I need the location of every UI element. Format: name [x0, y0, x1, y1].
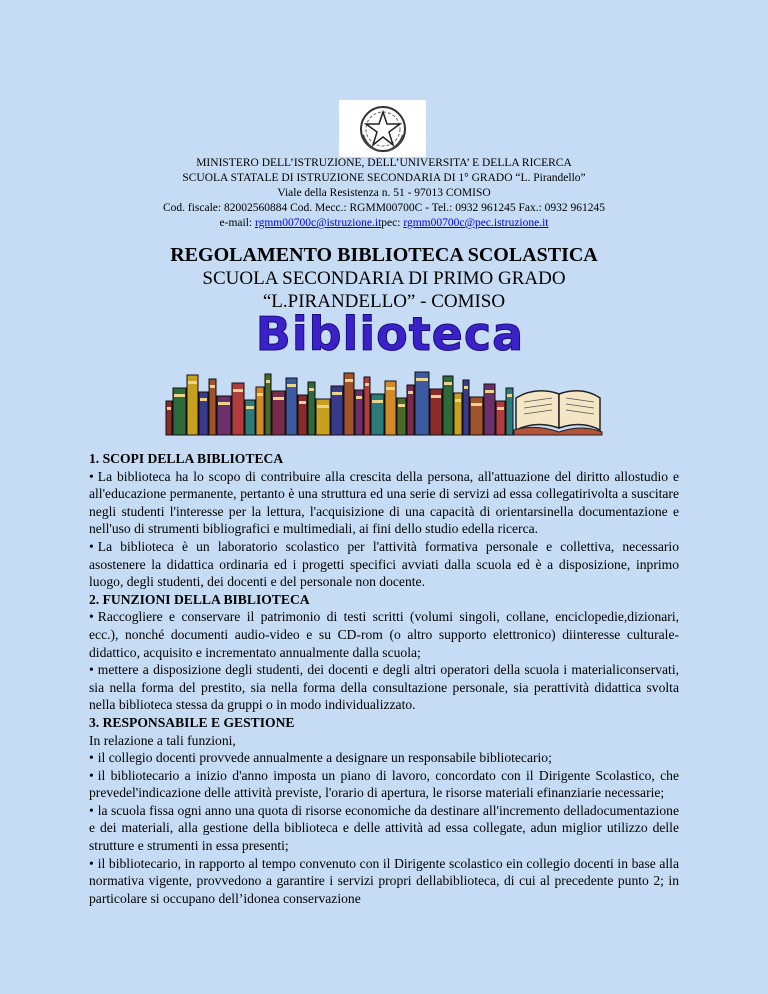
book-band	[257, 393, 263, 396]
book-band	[174, 394, 185, 397]
book-band	[408, 391, 413, 394]
book-band	[218, 402, 230, 405]
book-spine	[245, 400, 255, 435]
book-band	[233, 389, 243, 392]
book-band	[299, 401, 306, 404]
codes-line: Cod. fiscale: 82002560884 Cod. Mecc.: RGMM00700C - Tel.: 0932 961245 Fax.: 0932 961245	[162, 202, 606, 214]
book-band	[317, 405, 329, 408]
book-band	[345, 379, 353, 382]
book-band	[471, 403, 482, 406]
list-item: • il bibliotecario, in rapporto al tempo convenuto con il Dirigente scolastico ein collegio docenti in base alla normativa vigente, provvedono a garantire i servizi propri dellabiblioteca, di cui al precedente punto 2; in particolare si occupano dell’idonea conservazione	[89, 855, 679, 908]
book-spine	[397, 398, 406, 435]
book-spines	[166, 372, 513, 435]
list-item: • mettere a disposizione degli studenti, dei docenti e degli altri operatori della scuola i materialiconservati, sia nella forma del prestito, sia nella forma della consultazione personale, sia perattività didattica svolta nella biblioteca stessa da gruppi o in modo individualizzato.	[89, 661, 679, 714]
book-spine	[470, 397, 483, 435]
school-line: SCUOLA STATALE DI ISTRUZIONE SECONDARIA DI 1° GRADO “L. Pirandello”	[182, 172, 586, 184]
address-line: Viale della Resistenza n. 51 - 97013 COMISO	[277, 187, 491, 199]
section-heading-responsabile: 3. RESPONSABILE E GESTIONE	[89, 714, 295, 730]
open-book-icon	[514, 391, 602, 435]
book-spine	[217, 396, 231, 435]
contacts-line	[0, 216, 768, 231]
list-item: • La biblioteca ha lo scopo di contribuire alla crescita della persona, all'attuazione del diritto allostudio e all'educazione permanente, pertanto è una struttura ed una serie di servizi ad essa collegatirivolta a suscitare negli studenti l'interesse per la lettura, l'acquisizione di una capacità di orientarsinella documentazione e nell'uso di strumenti bibliografici e multimediali, ai fini dello studio edella ricerca.	[89, 468, 679, 538]
book-band	[266, 380, 270, 383]
book-band	[497, 407, 504, 410]
pec-link[interactable]: rgmm00700c@pec.istruzione.it	[403, 217, 549, 229]
book-band	[365, 383, 369, 386]
star-emblem-icon	[357, 103, 409, 155]
book-band	[246, 406, 254, 409]
book-band	[464, 386, 468, 389]
book-band	[386, 387, 395, 390]
document-title	[0, 243, 768, 313]
book-band	[287, 384, 296, 387]
book-band	[332, 392, 342, 395]
biblioteca-word: Biblioteca	[255, 308, 525, 360]
book-spine	[496, 401, 505, 435]
book-band	[444, 382, 452, 385]
book-spine	[415, 372, 429, 435]
email-link[interactable]: rgmm00700c@istruzione.it	[254, 217, 382, 229]
books-clipart	[164, 368, 604, 436]
book-band	[200, 398, 207, 401]
book-band	[507, 394, 512, 397]
list-item: • la scuola fissa ogni anno una quota di risorse economiche da destinare all'incremento delladocumentazione e dei materiali, alla gestione della biblioteca e delle attività ad essa collegate, adun miglior utilizzo delle strutture e strumenti in essa presenti;	[89, 802, 679, 855]
republic-emblem	[339, 100, 426, 157]
book-band	[372, 400, 383, 403]
main-title: REGOLAMENTO BIBLIOTECA SCOLASTICA	[170, 244, 598, 266]
school-header	[0, 156, 768, 231]
regulation-body	[89, 450, 679, 907]
pec-label: pec:	[381, 217, 404, 229]
list-item: • il bibliotecario a inizio d'anno imposta un piano di lavoro, concordato con il Dirigente Scolastico, che prevedel'indicazione delle attività previste, l'orario di apertura, le risorse materiali efinanziarie necessarie;	[89, 767, 679, 802]
book-band	[167, 407, 171, 410]
book-band	[416, 378, 428, 381]
list-item: • Raccogliere e conservare il patrimonio di testi scritti (volumi singoli, collane, enciclopedie,dizionari, ecc.), nonché documenti audio-video e su CD-rom (o altro supporto elettronico) diinteresse culturale-didattico, acquisito e incrementato annualmente dalla scuola;	[89, 608, 679, 661]
book-spine	[166, 401, 172, 435]
book-spine	[316, 399, 330, 435]
book-band	[188, 381, 197, 384]
book-spine	[265, 374, 271, 435]
book-band	[273, 397, 284, 400]
book-band	[455, 399, 461, 402]
subtitle-name: “L.PIRANDELLO” - COMISO	[262, 291, 506, 312]
book-band	[398, 404, 405, 407]
biblioteca-clipart-word	[190, 308, 590, 360]
email-label: e-mail:	[219, 217, 255, 229]
subtitle-school: SCUOLA SECONDARIA DI PRIMO GRADO	[202, 268, 566, 289]
section-heading-funzioni: 2. FUNZIONI DELLA BIBLIOTECA	[89, 591, 310, 607]
book-band	[309, 388, 314, 391]
ministry-line: MINISTERO DELL’ISTRUZIONE, DELL’UNIVERSITA’ E DELLA RICERCA	[196, 157, 572, 169]
list-item: • La biblioteca è un laboratorio scolastico per l'attività formativa personale e collettiva, necessario asostenere la didattica ordinaria ed i progetti specifici avviati dalla scuola ed è a disposizione, inprimo luogo, degli studenti, dei docenti e del personale non docente.	[89, 538, 679, 591]
list-item: • il collegio docenti provvede annualmente a designare un responsabile bibliotecario;	[89, 749, 679, 767]
book-band	[356, 396, 362, 399]
section-intro: In relazione a tali funzioni,	[89, 732, 236, 748]
book-band	[431, 395, 441, 398]
section-heading-scopi: 1. SCOPI DELLA BIBLIOTECA	[89, 451, 284, 466]
book-band	[210, 385, 215, 388]
book-band	[485, 390, 494, 393]
book-spine	[344, 373, 354, 435]
